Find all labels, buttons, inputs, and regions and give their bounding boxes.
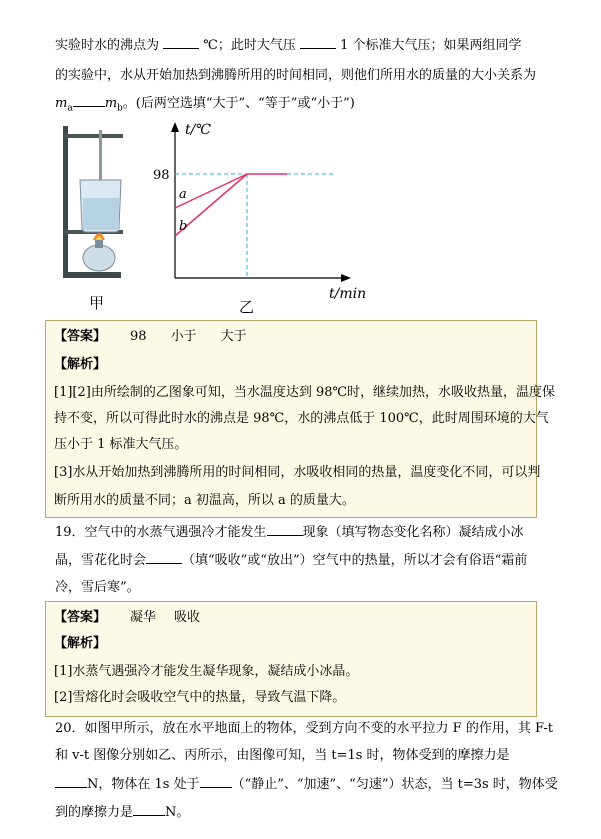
q20-line-4: 到的摩擦力是 N。 (55, 805, 190, 820)
answer-row-19: 【答案】 凝华 吸收 (54, 610, 201, 625)
q18-line-1: 实验时水的沸点为 ℃；此时大气压 1 个标准大气压；如果两组同学 (55, 38, 522, 53)
q18-blank-2 (300, 48, 336, 49)
analysis-line-1: [1][2]由所绘制的乙图象可知，当水温度达到 98℃时，继续加热，水吸收热量，温度保 (54, 385, 556, 400)
y-tick-98: 98 (153, 168, 170, 183)
analysis-label-19: 【解析】 (54, 636, 107, 651)
q20-blank-3 (133, 815, 165, 816)
answer-row-18: 【答案】 98 小于 大于 (54, 329, 247, 344)
analysis-line-5: 断所用水的质量不同；a 初温高，所以 a 的质量大。 (54, 493, 355, 508)
analysis-line-2: 持不变，所以可得此时水的沸点是 98℃，水的沸点低于 100℃，此时周围环境的大气 (54, 411, 549, 426)
q20-line-1: 20．如图甲所示，放在水平地面上的物体，受到方向不变的水平拉力 F 的作用，其 F-t (55, 721, 554, 736)
q20-line-3: N，物体在 1s 处于 （“静止”、“加速”、“匀速”）状态，当 t=3s 时，物体受 (55, 777, 558, 793)
label-a: a (179, 187, 187, 202)
q19-blank-1 (267, 535, 303, 536)
figure-svg (55, 118, 385, 318)
q18-blank-1 (163, 48, 199, 49)
analysis19-line-1: [1]水蒸气遇强冷才能发生凝华现象，凝结成小冰晶。 (54, 664, 359, 679)
q19-line-3: 冷，雪后寒”。 (55, 580, 140, 595)
figure-18 (55, 118, 385, 318)
label-jia: 甲 (89, 294, 105, 312)
analysis-label-18: 【解析】 (54, 357, 107, 372)
answer-box-19 (45, 601, 537, 717)
q19-line-1: 19．空气中的水蒸气遇强冷才能发生 现象（填写物态变化名称）凝结成小冰 (55, 525, 524, 540)
q19-line-2: 晶，雪花化时会 （填“吸收”或“放出”）空气中的热量，所以才会有俗语“霜前 (55, 553, 528, 568)
analysis-line-3: 压小于 1 标准大气压。 (54, 437, 188, 452)
q18-line-3: $m_a$ $m_b$。(后两空选填“大于”、“等于”或“小于”) (55, 96, 355, 114)
y-axis-label: t/℃ (185, 122, 212, 138)
temperature-time-graph (153, 122, 366, 302)
analysis-line-4: [3]水从开始加热到沸腾所用的时间相同，水吸收相同的热量，温度变化不同，可以判 (54, 465, 541, 480)
answer-box-18 (45, 320, 556, 518)
q18-line-2: 的实验中，水从开始加热到沸腾所用的时间相同，则他们所用水的质量的大小关系为 (55, 68, 537, 83)
q19-blank-2 (146, 563, 182, 564)
q20-blank-1 (55, 787, 87, 788)
label-b: b (179, 219, 188, 234)
analysis19-line-2: [2]雪熔化时会吸收空气中的热量，导致气温下降。 (54, 690, 346, 705)
q20-line-2: 和 v-t 图像分别如乙、丙所示，由图像可知，当 t=1s 时，物体受到的摩擦力是 (55, 748, 510, 763)
label-yi: 乙 (239, 298, 255, 316)
q20-blank-2 (200, 787, 232, 788)
q18-blank-3 (73, 106, 105, 107)
x-axis-label: t/min (329, 286, 367, 302)
heating-apparatus-icon (63, 126, 123, 278)
